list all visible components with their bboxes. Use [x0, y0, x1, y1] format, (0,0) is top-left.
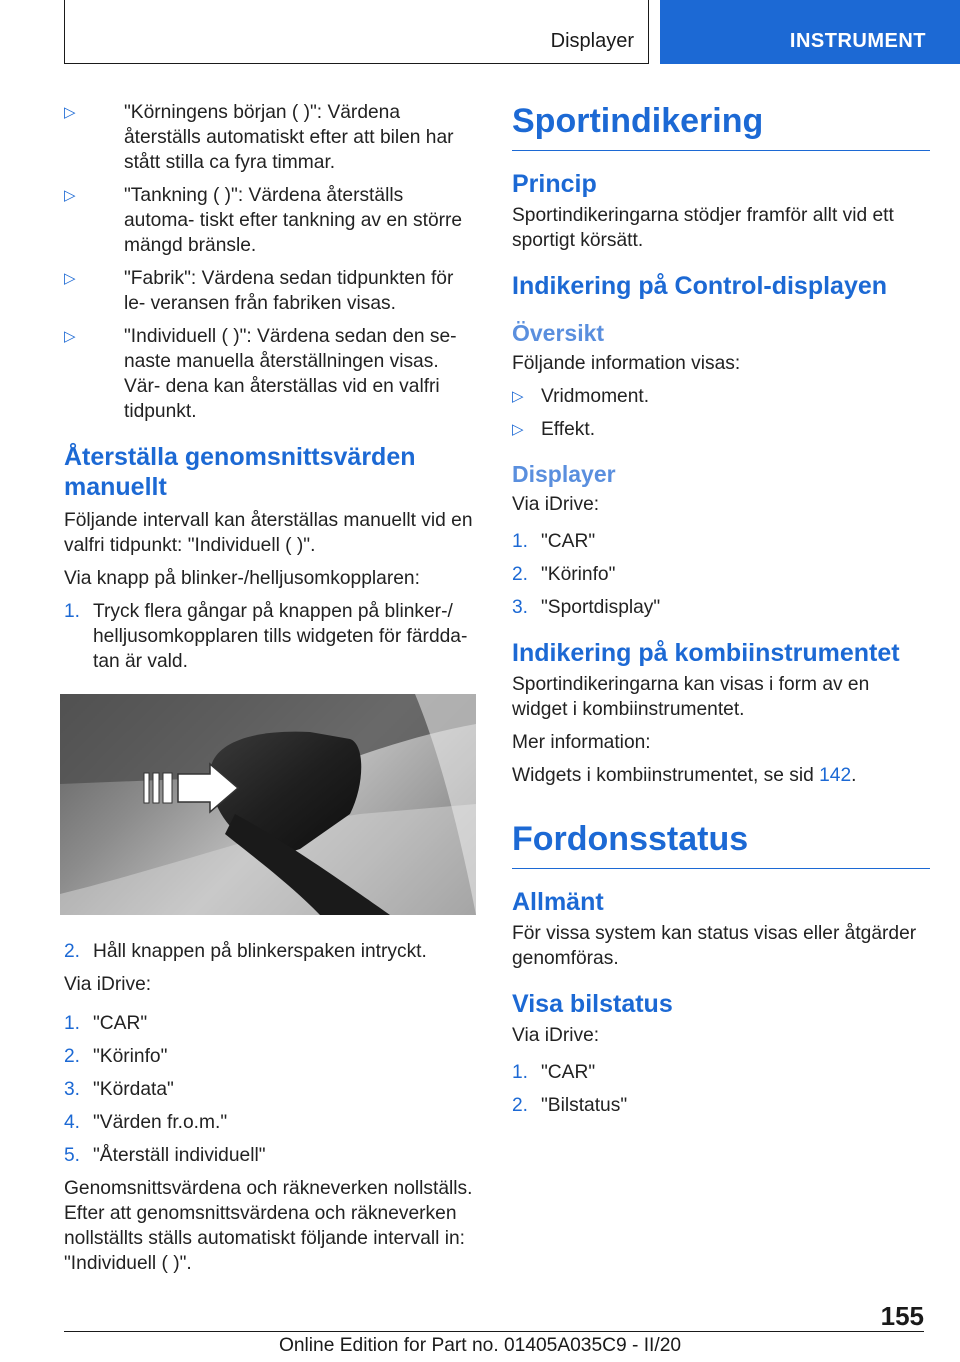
menu-step: 2. "Bilstatus" — [512, 1095, 628, 1116]
step-item: 1. Tryck flera gångar på knappen på blinker-/ helljusomkopplaren tills widgeten för färdda‐ tan är vald. — [64, 601, 468, 672]
bullet-triangle-icon: ▷ — [64, 104, 76, 121]
page-number: 155 — [880, 1301, 924, 1331]
via-idrive-label: Via iDrive: — [64, 974, 152, 995]
header-chapter-tab — [660, 0, 960, 64]
page-link[interactable]: 142 — [819, 765, 852, 786]
menu-step: 2. "Körinfo" — [512, 564, 616, 585]
step-item: 2. Håll knappen på blinkerspaken intryckt. — [64, 941, 427, 962]
oversikt-paragraph: Följande information visas: — [512, 353, 741, 374]
allmant-paragraph: För vissa system kan status visas eller åtgärder genomföras. — [512, 923, 917, 969]
menu-step: 1. "CAR" — [512, 531, 596, 552]
via-idrive-label: Via iDrive: — [512, 494, 600, 515]
reset-paragraph-2: Via knapp på blinker-/helljusomkopplaren: — [64, 568, 420, 589]
footer-divider — [64, 1331, 924, 1332]
header-chapter-title: INSTRUMENT — [789, 30, 926, 52]
list-item: ▷ "Tankning ( )": Värdena återställs automa‐ tiskt efter tankning av en större mängd bränsle. — [64, 185, 463, 256]
menu-step: 4. "Värden fr.o.m." — [64, 1112, 228, 1133]
closing-paragraph: Genomsnittsvärdena och räkneverken nollställs. Efter att genomsnittsvärdena och räkneverken nollställts ställs automatiskt följande intervall in: "Individuell ( )". — [64, 1178, 473, 1274]
left-column — [64, 100, 478, 1284]
bullet-triangle-icon: ▷ — [512, 421, 524, 438]
header-section-title: Displayer — [550, 30, 634, 52]
list-item: ▷ "Fabrik": Värdena sedan tidpunkten för le‐ veransen från fabriken visas. — [64, 268, 454, 314]
menu-step: 1. "CAR" — [64, 1013, 148, 1034]
control-display-heading: Indikering på Control-displayen — [512, 272, 888, 300]
menu-step: 3. "Sportdisplay" — [512, 597, 661, 618]
widgets-reference: Widgets i kombiinstrumentet, se sid 142. — [512, 765, 857, 786]
bullet-triangle-icon: ▷ — [64, 328, 76, 345]
list-item: ▷ "Individuell ( )": Värdena sedan den se‐ naste manuella återställningen visas. Vär‐ dena kan återställas vid en valfri tidpunkt. — [64, 326, 457, 422]
bullet-triangle-icon: ▷ — [512, 388, 524, 405]
menu-step: 5. "Återställ individuell" — [64, 1145, 266, 1166]
displayer-heading: Displayer — [512, 461, 616, 487]
reset-heading: Återställa genomsnittsvärden manuellt — [64, 443, 416, 501]
via-idrive-label: Via iDrive: — [512, 1025, 600, 1046]
header-section-box — [64, 0, 649, 64]
bullet-triangle-icon: ▷ — [64, 187, 76, 204]
list-item: ▷ Vridmoment. — [512, 386, 650, 407]
reset-paragraph-1: Följande intervall kan återställas manuellt vid en valfri tidpunkt: "Individuell ( )". — [64, 510, 473, 556]
kombi-paragraph: Sportindikeringarna kan visas i form av en widget i kombiinstrumentet. — [512, 674, 870, 720]
more-info-label: Mer information: — [512, 732, 651, 753]
footer-edition-text: Online Edition for Part no. 01405A035C9 - II/20 — [278, 1335, 682, 1356]
oversikt-heading: Översikt — [512, 320, 605, 346]
allmant-heading: Allmänt — [512, 888, 604, 916]
princip-heading: Princip — [512, 170, 597, 198]
bullet-triangle-icon: ▷ — [64, 270, 76, 287]
right-column — [512, 100, 930, 1126]
menu-step: 2. "Körinfo" — [64, 1046, 168, 1067]
lever-illustration — [60, 694, 476, 915]
menu-step: 3. "Kördata" — [64, 1079, 174, 1100]
list-item: ▷ "Körningens början ( )": Värdena återställs automatiskt efter att bilen har stått stilla ca fyra timmar. — [64, 102, 454, 173]
list-item: ▷ Effekt. — [512, 419, 596, 440]
turn-signal-lever-photo — [60, 694, 476, 915]
menu-step: 1. "CAR" — [512, 1062, 596, 1083]
fordonsstatus-chapter-title: Fordonsstatus — [512, 818, 930, 869]
princip-paragraph: Sportindikeringarna stödjer framför allt vid ett sportigt körsätt. — [512, 205, 894, 251]
bilstatus-heading: Visa bilstatus — [512, 990, 673, 1018]
sport-chapter-title: Sportindikering — [512, 100, 930, 151]
kombi-heading: Indikering på kombiinstrumentet — [512, 639, 900, 667]
